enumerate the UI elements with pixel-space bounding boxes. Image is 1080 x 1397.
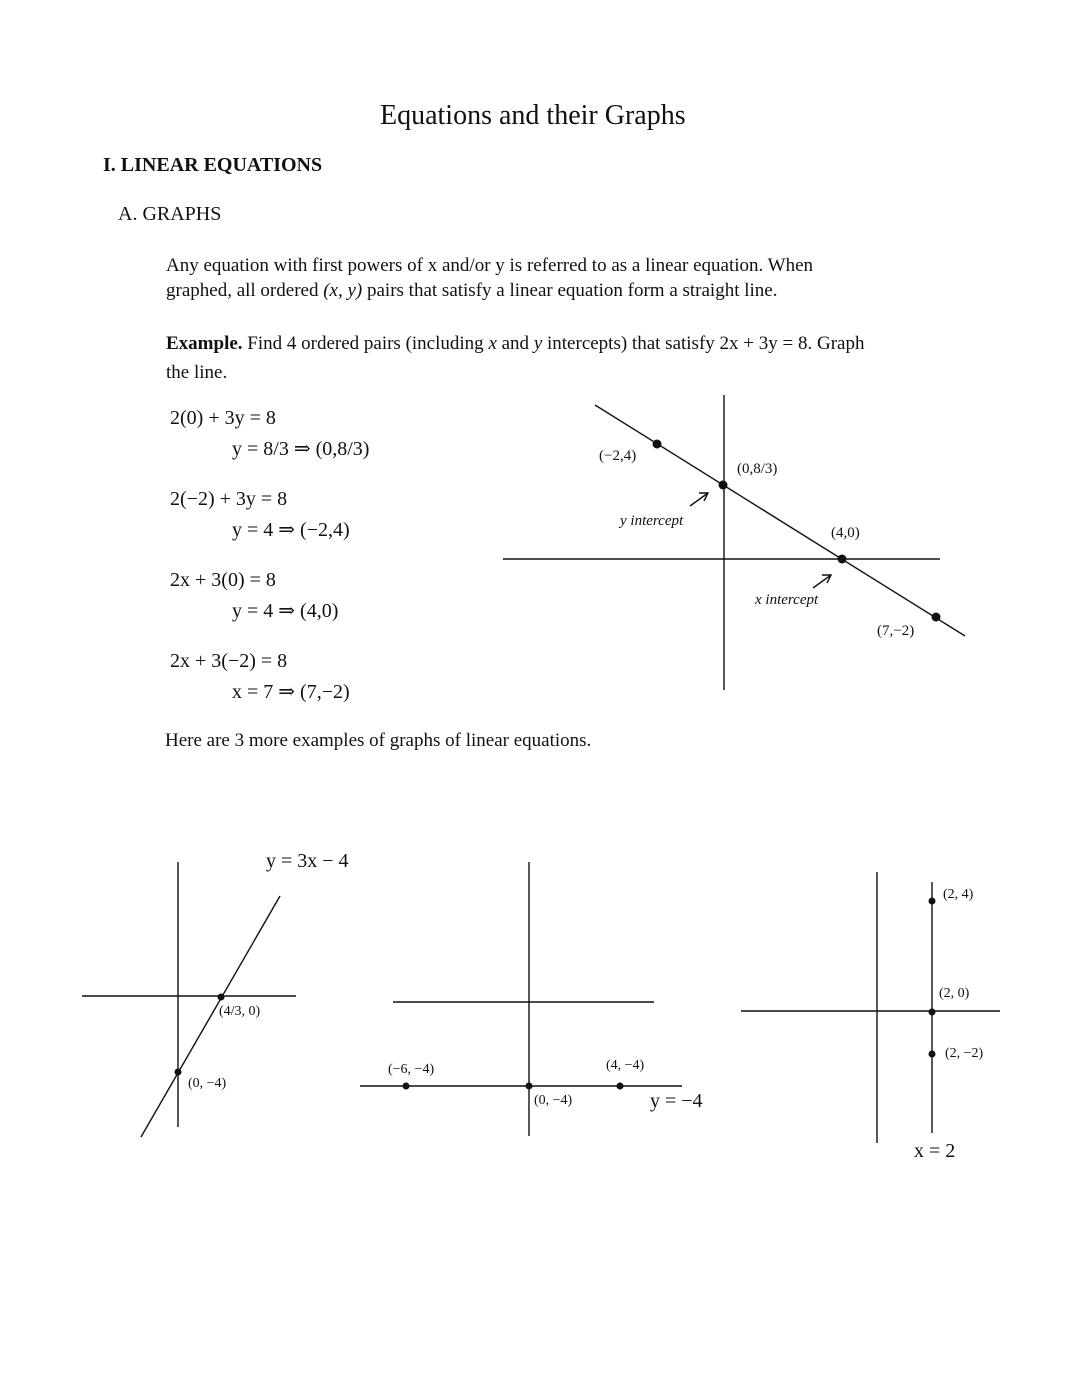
page-title: Equations and their Graphs bbox=[380, 100, 686, 131]
graph2-equation: y = −4 bbox=[650, 1090, 703, 1112]
main-label-0-8-3: (0,8/3) bbox=[737, 461, 778, 477]
example-text-b: and bbox=[496, 333, 534, 354]
main-point-y-intercept bbox=[719, 481, 728, 490]
example-y: y bbox=[533, 333, 543, 354]
graph2-label-4-neg4: (4, −4) bbox=[606, 1058, 645, 1073]
graph3-point-2-neg2 bbox=[929, 1051, 936, 1058]
work-4-line-2: x = 7 ⇒ (7,−2) bbox=[232, 681, 350, 703]
graph1-label-4-3-0: (4/3, 0) bbox=[219, 1004, 261, 1019]
graph2-point-4 bbox=[617, 1083, 624, 1090]
graph3-label-2-neg2: (2, −2) bbox=[945, 1046, 984, 1061]
graph2-label-neg6-neg4: (−6, −4) bbox=[388, 1062, 435, 1077]
graph3-point-2-4 bbox=[929, 898, 936, 905]
graph3-label-2-0: (2, 0) bbox=[939, 986, 970, 1001]
graph3-point-2-0 bbox=[929, 1009, 936, 1016]
example-text-c: intercepts) that satisfy bbox=[542, 333, 720, 354]
x-intercept-label: x intercept bbox=[755, 592, 819, 608]
example-text-d: . Graph bbox=[807, 333, 865, 354]
example-text-a: Find 4 ordered pairs (including bbox=[242, 333, 489, 354]
intro-ordered-pair: (x, y) bbox=[323, 280, 363, 301]
intro-line-1: Any equation with first powers of x and/or y is referred to as a linear equation. When bbox=[166, 255, 814, 276]
graph2-label-0-neg4: (0, −4) bbox=[534, 1093, 573, 1108]
example-line-2: the line. bbox=[166, 362, 228, 383]
graph1-label-0-neg4: (0, −4) bbox=[188, 1076, 227, 1091]
graph2-point-neg6 bbox=[403, 1083, 410, 1090]
graph2-point-y-intercept bbox=[526, 1083, 533, 1090]
graph3-equation: x = 2 bbox=[914, 1140, 956, 1162]
intro-line-2b: pairs that satisfy a linear equation form a straight line. bbox=[362, 280, 778, 301]
y-intercept-arrow bbox=[690, 493, 708, 506]
graph1 bbox=[82, 862, 296, 1137]
example-label: Example. bbox=[166, 333, 243, 354]
main-point-7-neg2 bbox=[932, 613, 941, 622]
graph1-point-x-intercept bbox=[218, 994, 225, 1001]
work-2-line-2: y = 4 ⇒ (−2,4) bbox=[232, 519, 350, 541]
graph3-label-2-4: (2, 4) bbox=[943, 887, 974, 902]
work-1-line-1: 2(0) + 3y = 8 bbox=[170, 407, 276, 429]
main-point-x-intercept bbox=[838, 555, 847, 564]
y-intercept-label: y intercept bbox=[620, 513, 684, 529]
main-label-neg2-4: (−2,4) bbox=[599, 448, 637, 464]
example-x: x bbox=[488, 333, 497, 354]
graph2 bbox=[360, 862, 682, 1136]
example-equation: 2x + 3y = 8 bbox=[719, 333, 808, 354]
main-point-neg2-4 bbox=[653, 440, 662, 449]
graph3 bbox=[741, 872, 1000, 1143]
subsection-heading: A. GRAPHS bbox=[118, 203, 222, 225]
more-examples-text: Here are 3 more examples of graphs of linear equations. bbox=[165, 730, 592, 751]
work-4-line-1: 2x + 3(−2) = 8 bbox=[170, 650, 288, 672]
main-label-4-0: (4,0) bbox=[831, 525, 860, 541]
work-2-line-1: 2(−2) + 3y = 8 bbox=[170, 488, 288, 510]
work-3-line-1: 2x + 3(0) = 8 bbox=[170, 569, 276, 591]
work-3-line-2: y = 4 ⇒ (4,0) bbox=[232, 600, 339, 622]
main-graph bbox=[503, 395, 965, 690]
work-1-line-2: y = 8/3 ⇒ (0,8/3) bbox=[232, 438, 370, 460]
graph1-equation: y = 3x − 4 bbox=[266, 850, 349, 872]
intro-line-2a: graphed, all ordered bbox=[166, 280, 324, 301]
x-intercept-arrow bbox=[813, 575, 831, 588]
graph1-point-y-intercept bbox=[175, 1069, 182, 1076]
main-label-7-neg2: (7,−2) bbox=[877, 623, 915, 639]
section-heading: I. LINEAR EQUATIONS bbox=[103, 154, 323, 176]
